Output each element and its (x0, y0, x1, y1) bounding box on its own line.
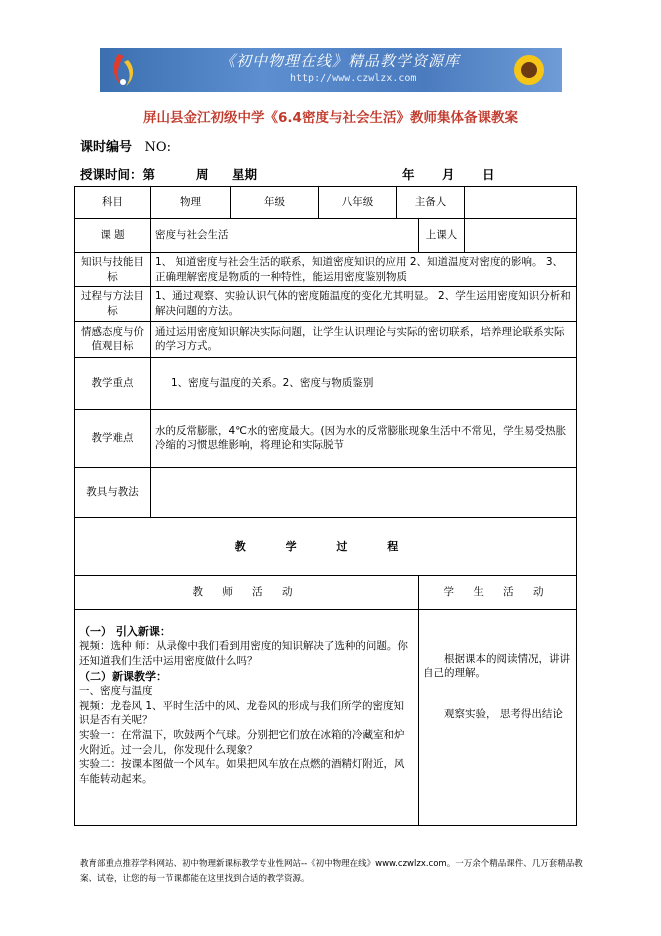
subject-label: 科目 (75, 187, 151, 219)
class-time-week: 周 (196, 167, 209, 182)
knowledge-goal-text: 1、 知道密度与社会生活的联系，知道密度知识的应用 2、知道温度对密度的影响。 3、正确理解密度是物质的一种特性，能运用密度鉴别物质 (151, 253, 577, 287)
new-lesson-heading: （二）新课教学： (79, 669, 167, 683)
teacher-activity-header: 教 师 活 动 (75, 575, 419, 609)
lesson-number (80, 136, 171, 155)
teacher-value (465, 219, 577, 253)
difficult-points-label: 教学难点 (75, 409, 151, 467)
student-activity-content (419, 609, 577, 825)
experiment-one-text: 实验一：在常温下，吹鼓两个气球。分别把它们放在冰箱的冷藏室和炉火附近。过一会儿，你发现什么现象？ (79, 728, 405, 756)
attitude-goal-label: 情感态度与价值观目标 (75, 321, 151, 357)
preparer-label: 主备人 (397, 187, 465, 219)
teacher-label: 上课人 (419, 219, 465, 253)
document-title: 屏山县金江初级中学《6.4密度与社会生活》教师集体备课教案 (143, 110, 518, 126)
experiment-two-text: 实验二：按课本图做一个风车。如果把风车放在点燃的酒精灯附近，风车能转动起来。 (79, 758, 405, 786)
topic-label: 课 题 (75, 219, 151, 253)
lesson-number-label: 课时编号 (80, 140, 133, 155)
header-banner (100, 48, 562, 92)
key-points-label: 教学重点 (75, 357, 151, 409)
banner-title: 《初中物理在线》精品教学资源库 (220, 52, 461, 70)
class-time-year: 年 (402, 167, 415, 182)
page-footer: 教育部重点推荐学科网站、初中物理新课标教学专业性网站--《初中物理在线》www.czwlzx.com。一万余个精品课件、几万套精品教案、试卷，让您的每一节课都能在这里找到合适的教学资源。 (80, 859, 583, 884)
topic-value: 密度与社会生活 (151, 219, 419, 253)
tools-methods-text (151, 467, 577, 517)
banner-url[interactable]: http://www.czwlzx.com (290, 73, 417, 84)
grade-value: 八年级 (319, 187, 397, 219)
class-time-label: 授课时间：第 (80, 167, 156, 182)
section-density-temperature: 一、密度与温度 (79, 684, 153, 697)
student-activity-header: 学 生 活 动 (419, 575, 577, 609)
site-logo-icon (108, 52, 138, 88)
preparer-value (465, 187, 577, 219)
process-goal-text: 1、通过观察、实验认识气体的密度随温度的变化尤其明显。 2、学生运用密度知识分析和解决问题的方法。 (151, 287, 577, 321)
key-points-text: 1、密度与温度的关系。2、密度与物质鉴别 (151, 357, 577, 409)
lesson-number-value: NO: (144, 140, 171, 155)
intro-heading: （一） 引入新课： (79, 624, 171, 638)
class-time-month: 月 (442, 167, 455, 182)
grade-label: 年级 (231, 187, 319, 219)
teaching-process-title: 教 学 过 程 (75, 517, 577, 575)
tools-methods-label: 教具与教法 (75, 467, 151, 517)
tornado-video-text: 视频：龙卷风 1、平时生活中的风、龙卷风的形成与我们所学的密度知识是否有关呢？ (79, 699, 405, 727)
student-reading-text: 根据课本的阅读情况，讲讲自己的理解。 (423, 652, 570, 680)
teacher-activity-content (75, 609, 419, 825)
intro-text: 视频：选种 师：从录像中我们看到用密度的知识解决了选种的问题。你还知道我们生活中运用密度做什么吗？ (79, 640, 408, 667)
student-observe-text: 观察实验， 思考得出结论 (444, 708, 563, 721)
sunflower-icon (502, 51, 556, 89)
subject-value: 物理 (151, 187, 231, 219)
process-goal-label: 过程与方法目标 (75, 287, 151, 321)
difficult-points-text: 水的反常膨胀，4℃水的密度最大。(因为水的反常膨胀现象生活中不常见，学生易受热胀冷缩的习惯思维影响，将理论和实际脱节 (151, 409, 577, 467)
attitude-goal-text: 通过运用密度知识解决实际问题，让学生认识理论与实际的密切联系，培养理论联系实际的学习方式。 (151, 321, 577, 357)
class-time-weekday: 星期 (232, 167, 258, 182)
knowledge-goal-label: 知识与技能目标 (75, 253, 151, 287)
class-time-day: 日 (482, 167, 495, 182)
lesson-plan-table (74, 186, 577, 826)
